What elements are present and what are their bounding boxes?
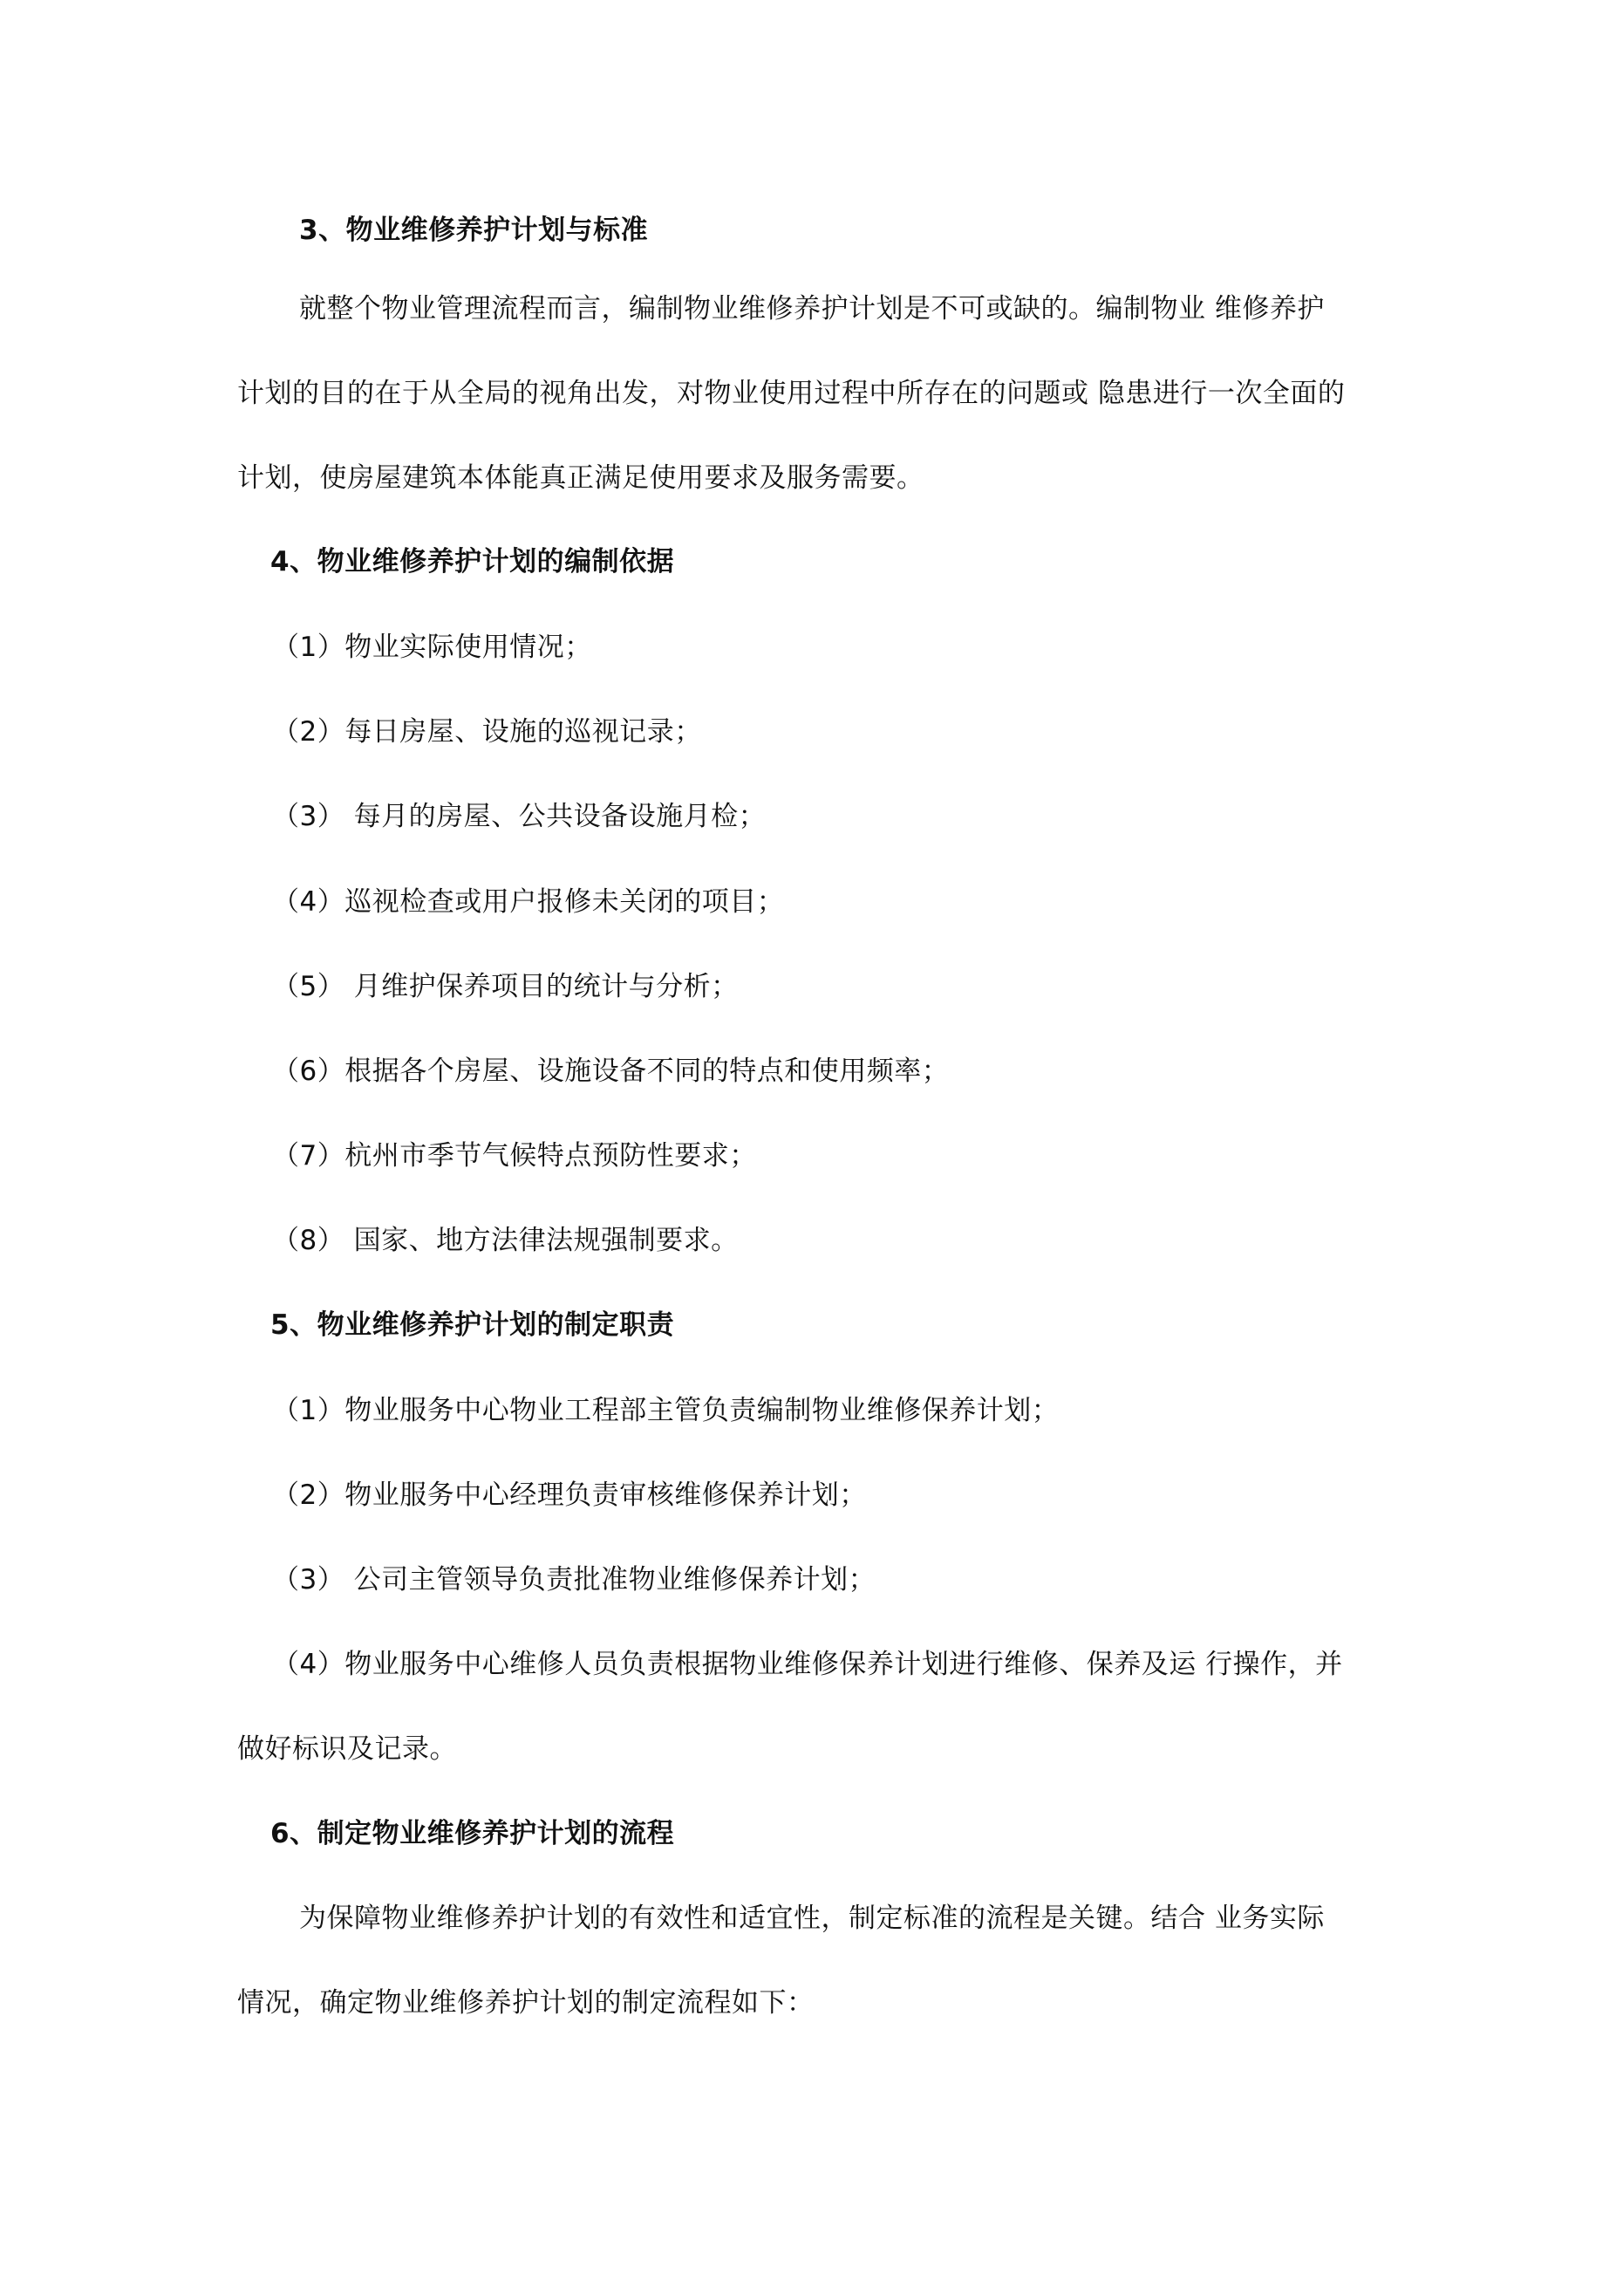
section-3-paragraph-line-2: 计划的目的在于从全局的视角出发，对物业使用过程中所存在的问题或 隐患进行一次全面的 bbox=[237, 378, 1346, 409]
section-6-paragraph-line-1: 为保障物业维修养护计划的有效性和适宜性，制定标准的流程是关键。结合 业务实际 bbox=[299, 1903, 1325, 1934]
section-4-item-8: （8） 国家、地方法律法规强制要求。 bbox=[272, 1225, 739, 1256]
section-5-item-4-continued: 做好标识及记录。 bbox=[237, 1733, 457, 1765]
section-4-item-1: （1）物业实际使用情况； bbox=[272, 632, 592, 663]
section-4-item-6: （6）根据各个房屋、设施设备不同的特点和使用频率； bbox=[272, 1056, 950, 1087]
section-6-heading: 6、制定物业维修养护计划的流程 bbox=[270, 1818, 675, 1849]
section-4-item-7: （7）杭州市季节气候特点预防性要求； bbox=[272, 1140, 757, 1172]
section-5-item-4: （4）物业服务中心维修人员负责根据物业维修保养计划进行维修、保养及运 行操作，并 bbox=[272, 1649, 1343, 1680]
section-4-item-5: （5） 月维护保养项目的统计与分析； bbox=[272, 971, 739, 1002]
section-4-heading: 4、物业维修养护计划的编制依据 bbox=[270, 546, 675, 577]
section-5-item-3: （3） 公司主管领导负责批准物业维修保养计划； bbox=[272, 1564, 876, 1596]
section-3-paragraph-line-1: 就整个物业管理流程而言，编制物业维修养护计划是不可或缺的。编制物业 维修养护 bbox=[299, 293, 1325, 325]
section-3-heading: 3、物业维修养护计划与标准 bbox=[299, 215, 649, 246]
section-3-paragraph-line-3: 计划，使房屋建筑本体能真正满足使用要求及服务需要。 bbox=[237, 462, 924, 494]
section-5-heading: 5、物业维修养护计划的制定职责 bbox=[270, 1309, 675, 1341]
section-5-item-1: （1）物业服务中心物业工程部主管负责编制物业维修保养计划； bbox=[272, 1395, 1060, 1426]
section-4-item-3: （3） 每月的房屋、公共设备设施月检； bbox=[272, 801, 767, 832]
section-4-item-2: （2）每日房屋、设施的巡视记录； bbox=[272, 716, 702, 748]
section-6-paragraph-line-2: 情况，确定物业维修养护计划的制定流程如下： bbox=[237, 1987, 815, 2019]
section-5-item-2: （2）物业服务中心经理负责审核维修保养计划； bbox=[272, 1479, 867, 1511]
section-4-item-4: （4）巡视检查或用户报修未关闭的项目； bbox=[272, 886, 785, 918]
